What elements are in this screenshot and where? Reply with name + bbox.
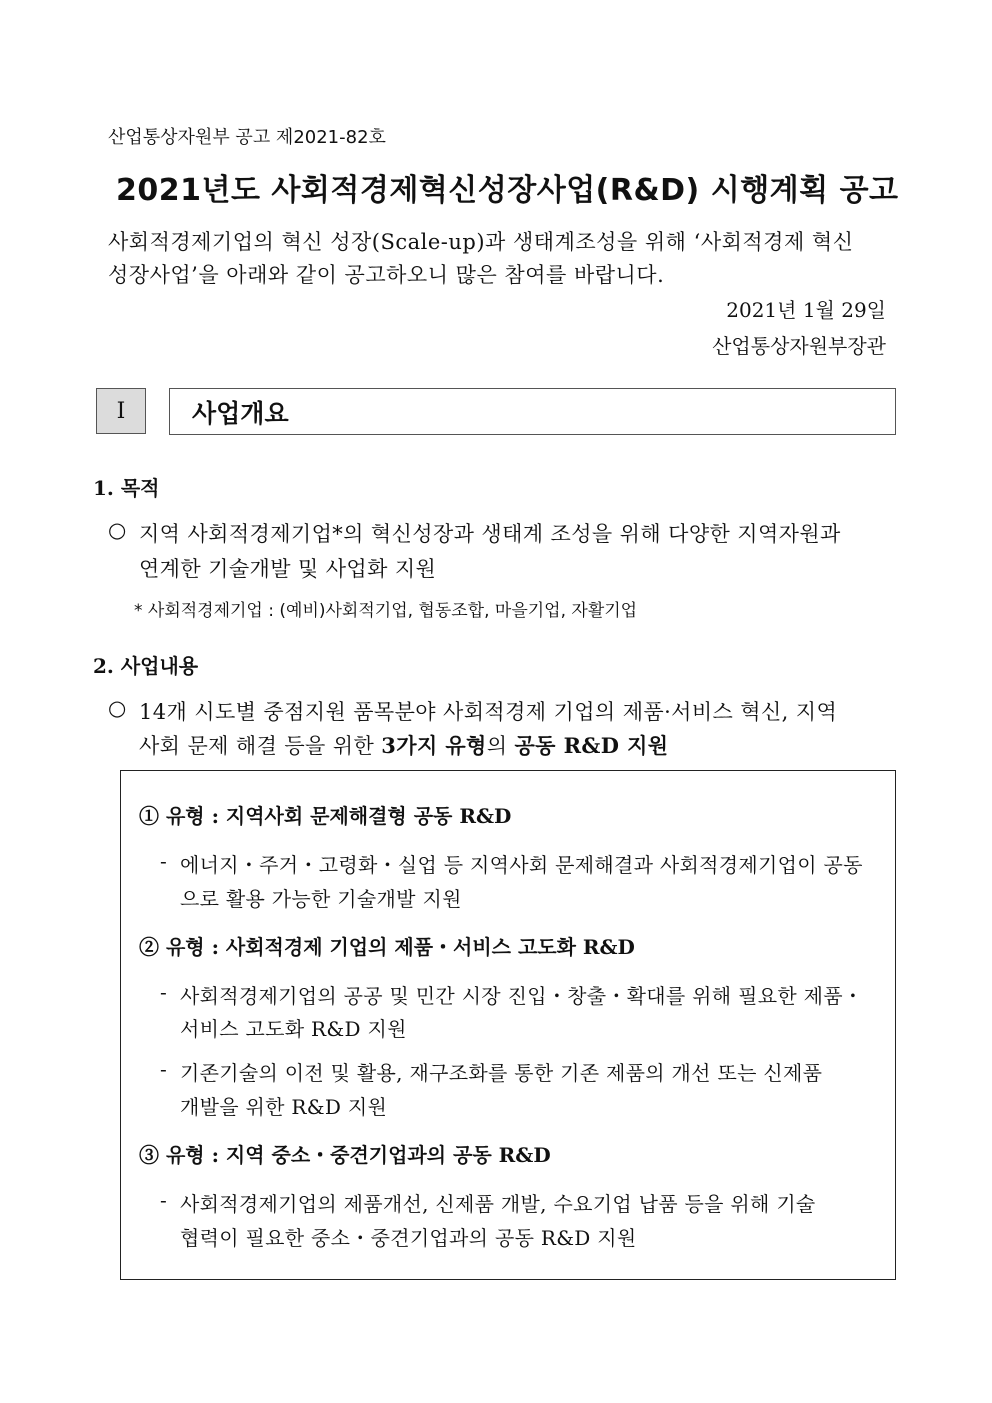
content-text-plain: 사회 문제 해결 등을 위한 [139, 734, 382, 758]
document-title: 2021년도 사회적경제혁신성장사업(R&D) 시행계획 공고 [116, 173, 899, 208]
type-1-item-1-line-1: 에너지・주거・고령화・실업 등 지역사회 문제해결과 사회적경제기업이 공동 [180, 853, 863, 877]
section-title: 사업개요 [192, 398, 289, 428]
section-number-box [96, 388, 146, 434]
notice-number: 산업통상자원부 공고 제2021-82호 [108, 127, 386, 148]
type-2-item-2-line-2: 개발을 위한 R&D 지원 [180, 1095, 388, 1119]
section-number: Ⅰ [116, 398, 126, 424]
notice-date: 2021년 1월 29일 [726, 298, 886, 322]
type-1-item-1-line-2: 으로 활용 가능한 기술개발 지원 [180, 887, 462, 911]
purpose-heading: 1. 목적 [93, 476, 160, 500]
content-text-bold-types: 3가지 유형 [381, 733, 487, 758]
content-text-particle: 의 [486, 734, 515, 758]
content-text-line-2 [139, 730, 668, 760]
type-3-heading: ③ 유형 : 지역 중소・중견기업과의 공동 R&D [139, 1143, 551, 1167]
content-heading: 2. 사업내용 [93, 654, 199, 678]
intro-line-2: 성장사업’을 아래와 같이 공고하오니 많은 참여를 바랍니다. [108, 263, 665, 287]
type-2-item-2-dash: - [160, 1057, 167, 1081]
content-text-bold-support: 공동 R&D 지원 [514, 733, 669, 758]
type-2-item-2-line-1: 기존기술의 이전 및 활용, 재구조화를 통한 기존 제품의 개선 또는 신제품 [180, 1061, 823, 1085]
issuing-authority: 산업통상자원부장관 [712, 334, 886, 358]
type-1-item-1-dash: - [160, 849, 167, 873]
type-2-item-1-line-2: 서비스 고도화 R&D 지원 [180, 1017, 407, 1041]
purpose-text-line-2: 연계한 기술개발 및 사업화 지원 [139, 557, 437, 581]
type-3-item-1-line-1: 사회적경제기업의 제품개선, 신제품 개발, 수요기업 납품 등을 위해 기술 [180, 1192, 816, 1216]
purpose-text-line-1: 지역 사회적경제기업*의 혁신성장과 생태계 조성을 위해 다양한 지역자원과 [139, 522, 841, 546]
content-text-line-1: 14개 시도별 중점지원 품목분야 사회적경제 기업의 제품·서비스 혁신, 지역 [139, 700, 838, 724]
type-3-item-1-dash: - [160, 1188, 167, 1212]
intro-line-1: 사회적경제기업의 혁신 성장(Scale-up)과 생태계조성을 위해 ‘사회적경제 혁신 [108, 230, 854, 254]
type-3-item-1-line-2: 협력이 필요한 중소・중견기업과의 공동 R&D 지원 [180, 1226, 637, 1250]
type-2-heading: ② 유형 : 사회적경제 기업의 제품・서비스 고도화 R&D [139, 935, 635, 959]
type-2-item-1-dash: - [160, 980, 167, 1004]
type-1-heading: ① 유형 : 지역사회 문제해결형 공동 R&D [139, 804, 512, 828]
purpose-bullet: ○ [108, 518, 127, 542]
purpose-footnote: * 사회적경제기업 : (예비)사회적기업, 협동조합, 마을기업, 자활기업 [134, 601, 638, 621]
type-2-item-1-line-1: 사회적경제기업의 공공 및 민간 시장 진입・창출・확대를 위해 필요한 제품・ [180, 984, 864, 1008]
content-bullet: ○ [108, 696, 127, 720]
section-title-box [169, 388, 896, 435]
